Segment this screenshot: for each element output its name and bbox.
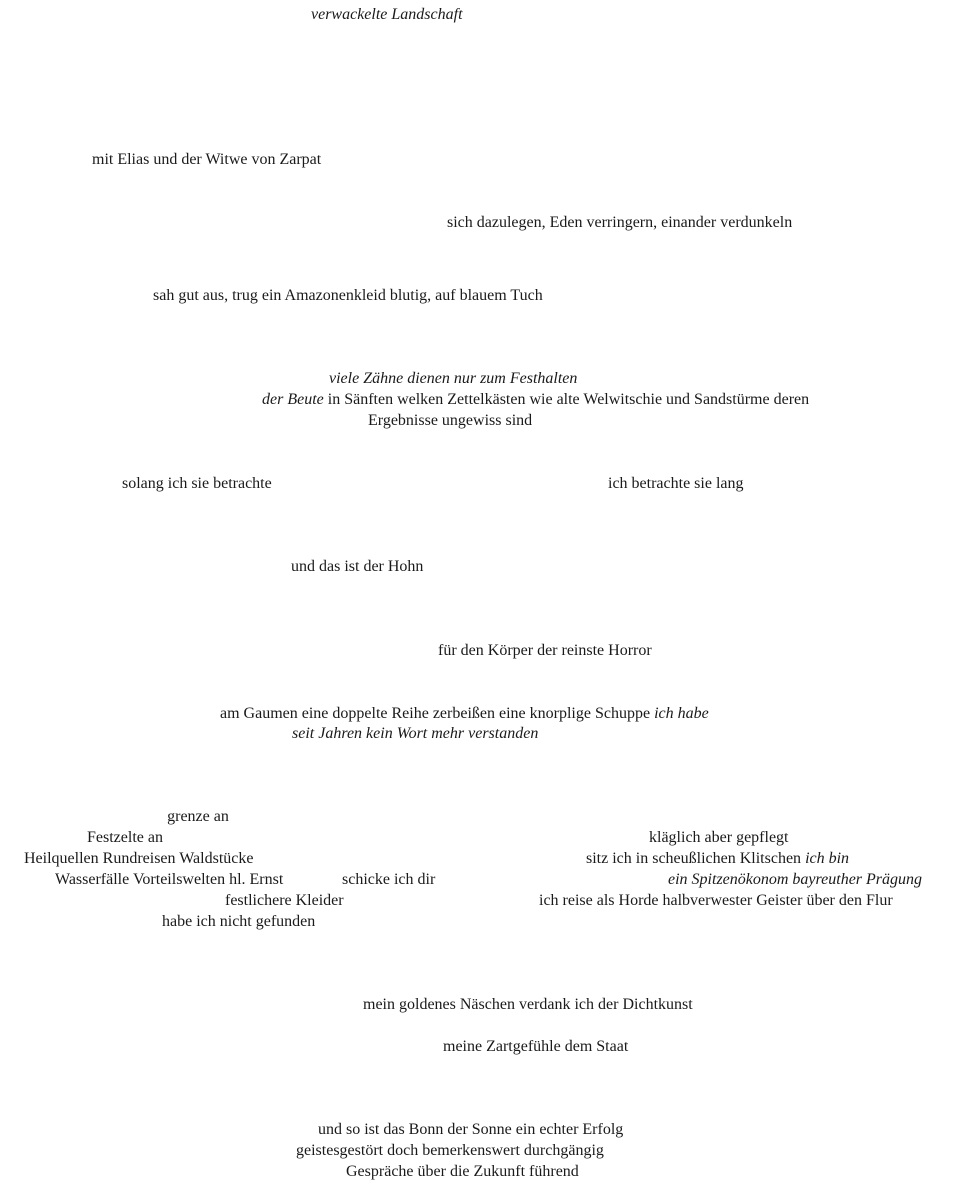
poem-line: sich dazulegen, Eden verringern, einander verdunkeln [447,214,793,231]
poem-line: festlichere Kleider [225,892,344,909]
poem-line: meine Zartgefühle dem Staat [443,1038,629,1055]
poem-line: ich reise als Horde halbverwester Geister über den Flur [539,892,893,909]
poem-line: solang ich sie betrachte [122,475,272,492]
poem-line [586,848,849,869]
poem-line: Wasserfälle Vorteilswelten hl. Ernst [55,871,284,888]
poem-line: habe ich nicht gefunden [162,913,316,930]
poem-fragment: am Gaumen eine doppelte Reihe zerbeißen eine knorplige Schuppe [220,705,655,722]
poem-line: verwackelte Landschaft [311,6,463,23]
poem-line: und das ist der Hohn [291,558,424,575]
poem-line: ich betrachte sie lang [608,475,744,492]
poem-line: und so ist das Bonn der Sonne ein echter Erfolg [318,1121,624,1138]
poem-line: schicke ich dir [342,871,436,888]
poem-line: viele Zähne dienen nur zum Festhalten [329,370,578,387]
poem-line: grenze an [167,808,229,825]
poem-line: Festzelte an [87,829,163,846]
poem-italic-fragment: ich habe [654,705,709,722]
poem-line: geistesgestört doch bemerkenswert durchgängig [296,1142,604,1159]
poem-line: seit Jahren kein Wort mehr verstanden [292,725,539,742]
poem-fragment: sitz ich in scheußlichen Klitschen [586,850,806,867]
poem-line: Ergebnisse ungewiss sind [368,412,533,429]
poem-line [220,703,709,724]
poem-line [262,389,809,410]
poem-line: Gespräche über die Zukunft führend [346,1163,579,1180]
poem-line: kläglich aber gepflegt [649,829,789,846]
poem-line: mein goldenes Näschen verdank ich der Dichtkunst [363,996,693,1013]
poem-italic-fragment: der Beute [262,391,324,408]
poem-line: für den Körper der reinste Horror [438,642,652,659]
poem-line: ein Spitzenökonom bayreuther Prägung [668,871,923,888]
poem-fragment: in Sänften welken Zettelkästen wie alte Welwitschie und Sandstürme deren [323,391,810,408]
poem-italic-fragment: ich bin [805,850,850,867]
poem-line: mit Elias und der Witwe von Zarpat [92,151,322,168]
poem-line: sah gut aus, trug ein Amazonenkleid blutig, auf blauem Tuch [153,287,543,304]
poem-line: Heilquellen Rundreisen Waldstücke [24,850,254,867]
